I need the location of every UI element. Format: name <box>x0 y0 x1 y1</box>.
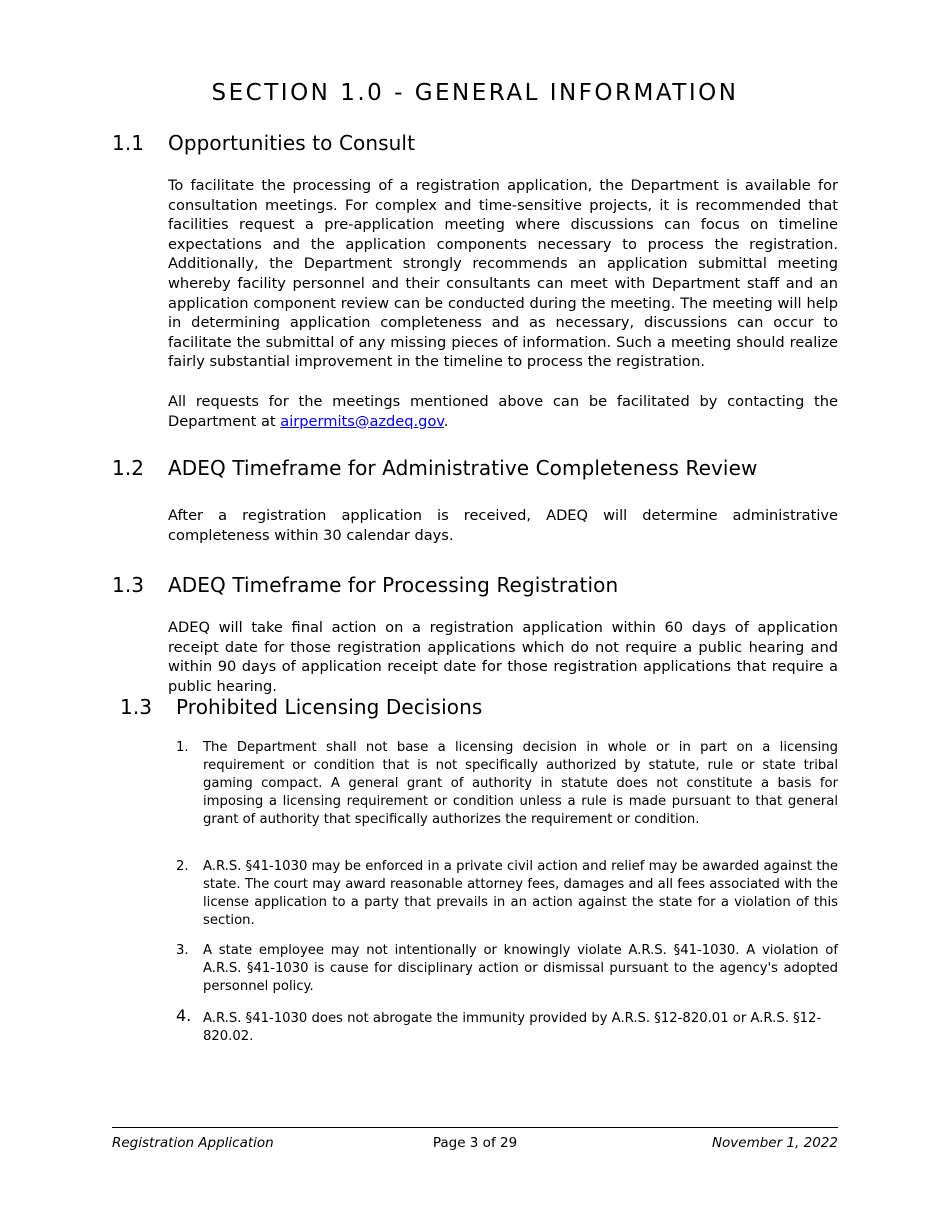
list-item-text: A state employee may not intentionally or knowingly violate A.R.S. §41-1030. A violation of A.R.S. §41-1030 is cause for disciplinary action or dismissal pursuant to the agency's adopted personnel policy. <box>203 943 838 994</box>
list-item-text: The Department shall not base a licensing decision in whole or in part on a licensing requirement or condition that is not specifically authorized by statute, rule or state tribal gaming compact. A general grant of authority in statute does not constitute a basis for imposing a licensing requirement or condition unless a rule is made pursuant to that general grant of authority that specifically authorizes the requirement or condition. <box>203 740 838 827</box>
heading-text: Prohibited Licensing Decisions <box>176 695 483 719</box>
contact-period: . <box>443 412 449 430</box>
list-item-number: 4. <box>176 1006 192 1025</box>
contact-text: All requests for the meetings mentioned above can be facilitated by contacting the Department at <box>168 393 838 430</box>
completeness-paragraph: After a registration application is received, ADEQ will determine administrative completeness within 30 calendar days. <box>168 507 838 544</box>
heading-text: ADEQ Timeframe for Administrative Completeness Review <box>168 456 758 480</box>
email-link[interactable]: airpermits@azdeq.gov <box>280 412 444 430</box>
footer-document-name: Registration Application <box>112 1135 274 1151</box>
list-item-number: 1. <box>176 740 189 755</box>
heading-number: 1.3 <box>120 695 153 719</box>
footer-date: November 1, 2022 <box>711 1135 838 1151</box>
heading-completeness-review <box>112 456 757 480</box>
footer-page-number: Page 3 of 29 <box>432 1135 518 1151</box>
contact-paragraph <box>168 392 838 431</box>
section-title: SECTION 1.0 - GENERAL INFORMATION <box>211 80 739 106</box>
heading-prohibited-licensing <box>120 695 482 719</box>
heading-number: 1.2 <box>112 456 145 480</box>
heading-number: 1.1 <box>112 131 145 155</box>
list-item-number: 2. <box>176 859 189 874</box>
heading-text: ADEQ Timeframe for Processing Registration <box>168 573 619 597</box>
processing-paragraph: ADEQ will take final action on a registration application within 60 days of application receipt date for those registration applications which do not require a public hearing and within 90 days of application receipt date for those registration applications that require a public hearing. <box>168 619 838 695</box>
list-item <box>168 858 838 930</box>
list-item <box>168 1006 838 1046</box>
heading-opportunities-to-consult <box>112 131 415 155</box>
heading-processing-registration <box>112 573 618 597</box>
list-item-text: A.R.S. §41-1030 does not abrogate the immunity provided by A.R.S. §12-820.01 or A.R.S. §12-820.02. <box>203 1011 822 1044</box>
list-item <box>168 739 838 829</box>
heading-number: 1.3 <box>112 573 145 597</box>
footer-rule <box>112 1127 838 1128</box>
heading-text: Opportunities to Consult <box>168 131 416 155</box>
list-item-text: A.R.S. §41-1030 may be enforced in a private civil action and relief may be awarded against the state. The court may award reasonable attorney fees, damages and all fees associated with the license application to a party that prevails in an action against the state for a violation of this section. <box>203 859 838 928</box>
consult-paragraph: To facilitate the processing of a registration application, the Department is available for consultation meetings. For complex and time-sensitive projects, it is recommended that facilities request a pre-application meeting where discussions can focus on timeline expectations and the application components necessary to process the registration. Additionally, the Department strongly recommends an application submittal meeting whereby facility personnel and their consultants can meet with Department staff and an application component review can be conducted during the meeting. The meeting will help in determining application completeness and as necessary, discussions can occur to facilitate the submittal of any missing pieces of information. Such a meeting should realize fairly substantial improvement in the timeline to process the registration. <box>168 177 838 371</box>
list-item-number: 3. <box>176 943 189 958</box>
list-item <box>168 942 838 996</box>
